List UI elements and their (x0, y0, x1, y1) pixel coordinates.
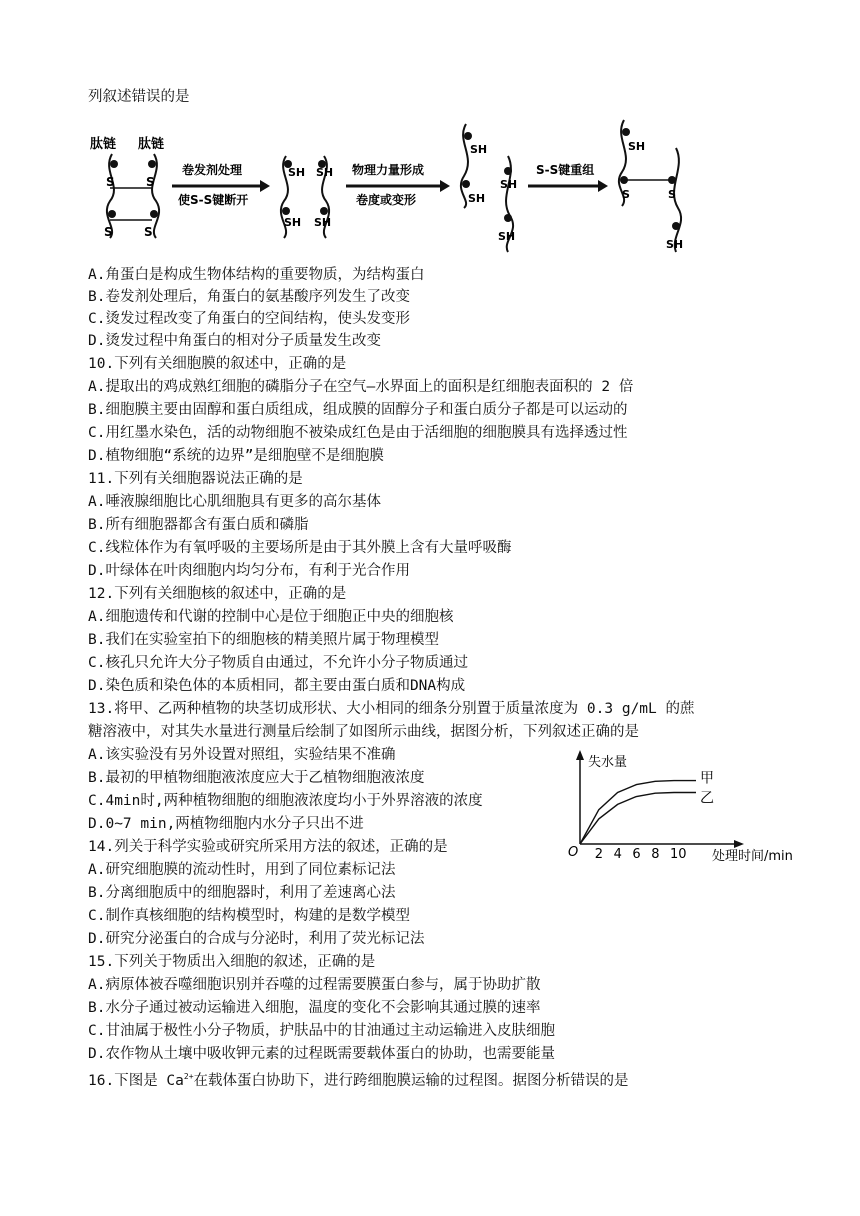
x-tick-group (595, 847, 687, 862)
x-tick-label: 8 (651, 847, 660, 862)
y-axis-arrow (576, 750, 584, 760)
q12-option-c: C.核孔只允许大分子物质自由通过，不允许小分子物质通过 (88, 655, 468, 671)
q15-option-b: B.水分子通过被动运输进入细胞，温度的变化不会影响其通过膜的速率 (88, 1000, 541, 1016)
q10-option-a: A.提取出的鸡成熟红细胞的磷脂分子在空气—水界面上的面积是红细胞表面积的 2 倍 (88, 379, 634, 395)
sh-label: SH (666, 238, 684, 251)
series-label-1: 甲 (700, 770, 714, 787)
bond-dot (150, 210, 158, 218)
intro-line: 列叙述错误的是 (88, 89, 190, 105)
q11-stem: 11.下列有关细胞器说法正确的是 (88, 471, 303, 487)
sh-label: SH (284, 216, 302, 229)
s-label: S (146, 175, 155, 189)
bond-dot (110, 160, 118, 168)
q14-option-d: D.研究分泌蛋白的合成与分泌时，利用了荧光标记法 (88, 931, 425, 947)
bond-dot (672, 222, 680, 230)
chain-label-2: 肽链 (138, 137, 165, 152)
bond-dot (108, 210, 116, 218)
q12-option-a: A.细胞遗传和代谢的控制中心是位于细胞正中央的细胞核 (88, 609, 454, 625)
q14-option-b: B.分离细胞质中的细胞器时，利用了差速离心法 (88, 885, 396, 901)
q16-stem-superscript: 2+ (183, 1072, 194, 1081)
sh-label: SH (288, 166, 306, 179)
arrow-3-head (598, 180, 608, 192)
s-label: S (144, 225, 153, 239)
q12-option-b: B.我们在实验室拍下的细胞核的精美照片属于物理模型 (88, 632, 439, 648)
x-tick-label: 10 (670, 847, 687, 862)
q10-option-c: C.用红墨水染色，活的动物细胞不被染成红色是由于活细胞的细胞膜具有选择透过性 (88, 425, 628, 441)
s-label: S (668, 188, 676, 201)
step1-top-label: 卷发剂处理 (182, 163, 243, 177)
sh-label: SH (470, 143, 488, 156)
step1-bottom-label: 使S-S键断开 (178, 193, 249, 207)
water-loss-chart (560, 748, 820, 868)
s-label: S (622, 188, 630, 201)
sh-label: SH (500, 178, 518, 191)
origin-label: O (568, 845, 579, 860)
x-tick-label: 2 (594, 847, 604, 862)
bond-dot (320, 207, 328, 215)
sh-label: SH (498, 230, 516, 243)
q14-option-a: A.研究细胞膜的流动性时，用到了同位素标记法 (88, 862, 396, 878)
series-group (580, 771, 714, 844)
x-axis-label: 处理时间/min (712, 849, 793, 864)
q13-stem-line2: 糖溶液中，对其失水量进行测量后绘制了如图所示曲线，据图分析，下列叙述正确的是 (88, 724, 639, 740)
keratin-perm-diagram (88, 116, 708, 256)
q15-option-d: D.农作物从土壤中吸收钾元素的过程既需要载体蛋白的协助，也需要能量 (88, 1046, 555, 1062)
x-axis-arrow (734, 840, 744, 848)
arrow-2-head (440, 180, 450, 192)
arrow-1-head (260, 180, 270, 192)
q13-option-a: A.该实验没有另外设置对照组，实验结果不准确 (88, 747, 396, 763)
q10-stem: 10.下列有关细胞膜的叙述中，正确的是 (88, 356, 347, 372)
bond-dot (504, 214, 512, 222)
bond-dot (282, 207, 290, 215)
q13-option-b: B.最初的甲植物细胞液浓度应大于乙植物细胞液浓度 (88, 770, 425, 786)
q15-option-c: C.甘油属于极性小分子物质，护肤品中的甘油通过主动运输进入皮肤细胞 (88, 1023, 555, 1039)
q13-option-d: D.0~7 min,两植物细胞内水分子只出不进 (88, 816, 364, 832)
q11-option-d: D.叶绿体在叶肉细胞内均匀分布，有利于光合作用 (88, 563, 410, 579)
chain-label-1: 肽链 (90, 137, 117, 152)
q11-option-c: C.线粒体作为有氧呼吸的主要场所是由于其外膜上含有大量呼吸酶 (88, 540, 512, 556)
q9-option-d: D.烫发过程中角蛋白的相对分子质量发生改变 (88, 333, 381, 349)
s-label: S (104, 225, 113, 239)
bond-dot (148, 160, 156, 168)
step2-top-label: 物理力量形成 (352, 163, 425, 177)
q9-option-c: C.烫发过程改变了角蛋白的空间结构，使头发变形 (88, 311, 410, 327)
sh-label: SH (314, 216, 332, 229)
q9-option-b: B.卷发剂处理后，角蛋白的氨基酸序列发生了改变 (88, 289, 410, 305)
q14-option-c: C.制作真核细胞的结构模型时，构建的是数学模型 (88, 908, 410, 924)
series-line-2 (580, 793, 696, 845)
y-axis-label: 失水量 (588, 755, 628, 770)
x-tick-label: 4 (613, 847, 622, 862)
q16-stem-prefix: 16.下图是 Ca (88, 1072, 184, 1089)
q16-stem (88, 1066, 629, 1092)
bond-dot (462, 180, 470, 188)
series-label-2: 乙 (700, 790, 714, 807)
step3-top-label: S-S键重组 (536, 163, 595, 177)
q12-stem: 12.下列有关细胞核的叙述中，正确的是 (88, 586, 347, 602)
q9-option-a: A.角蛋白是构成生物体结构的重要物质，为结构蛋白 (88, 267, 425, 283)
q15-stem: 15.下列关于物质出入细胞的叙述，正确的是 (88, 954, 376, 970)
s-label: S (106, 175, 115, 189)
q12-option-d: D.染色质和染色体的本质相同，都主要由蛋白质和DNA构成 (88, 678, 466, 694)
q11-option-a: A.唾液腺细胞比心肌细胞具有更多的高尔基体 (88, 494, 381, 510)
q13-stem-line1: 13.将甲、乙两种植物的块茎切成形状、大小相同的细条分别置于质量浓度为 0.3 g/mL 的蔗 (88, 701, 695, 717)
q16-stem-suffix: 在载体蛋白协助下，进行跨细胞膜运输的过程图。据图分析错误的是 (193, 1072, 629, 1089)
q10-option-b: B.细胞膜主要由固醇和蛋白质组成，组成膜的固醇分子和蛋白质分子都是可以运动的 (88, 402, 628, 418)
sh-label: SH (468, 192, 486, 205)
bond-dot (504, 167, 512, 175)
q10-option-d: D.植物细胞“系统的边界”是细胞壁不是细胞膜 (88, 448, 384, 464)
x-tick-label: 6 (632, 847, 641, 862)
bond-dot (464, 132, 472, 140)
series-line-1 (580, 781, 696, 844)
sh-label: SH (316, 166, 334, 179)
step2-bottom-label: 卷度或变形 (356, 193, 417, 207)
q13-option-c: C.4min时,两种植物细胞的细胞液浓度均小于外界溶液的浓度 (88, 793, 483, 809)
sh-label: SH (628, 140, 646, 153)
bond-dot (622, 128, 630, 136)
q14-stem: 14.列关于科学实验或研究所采用方法的叙述，正确的是 (88, 839, 448, 855)
q11-option-b: B.所有细胞器都含有蛋白质和磷脂 (88, 517, 309, 533)
q15-option-a: A.病原体被吞噬细胞识别并吞噬的过程需要膜蛋白参与，属于协助扩散 (88, 977, 541, 993)
